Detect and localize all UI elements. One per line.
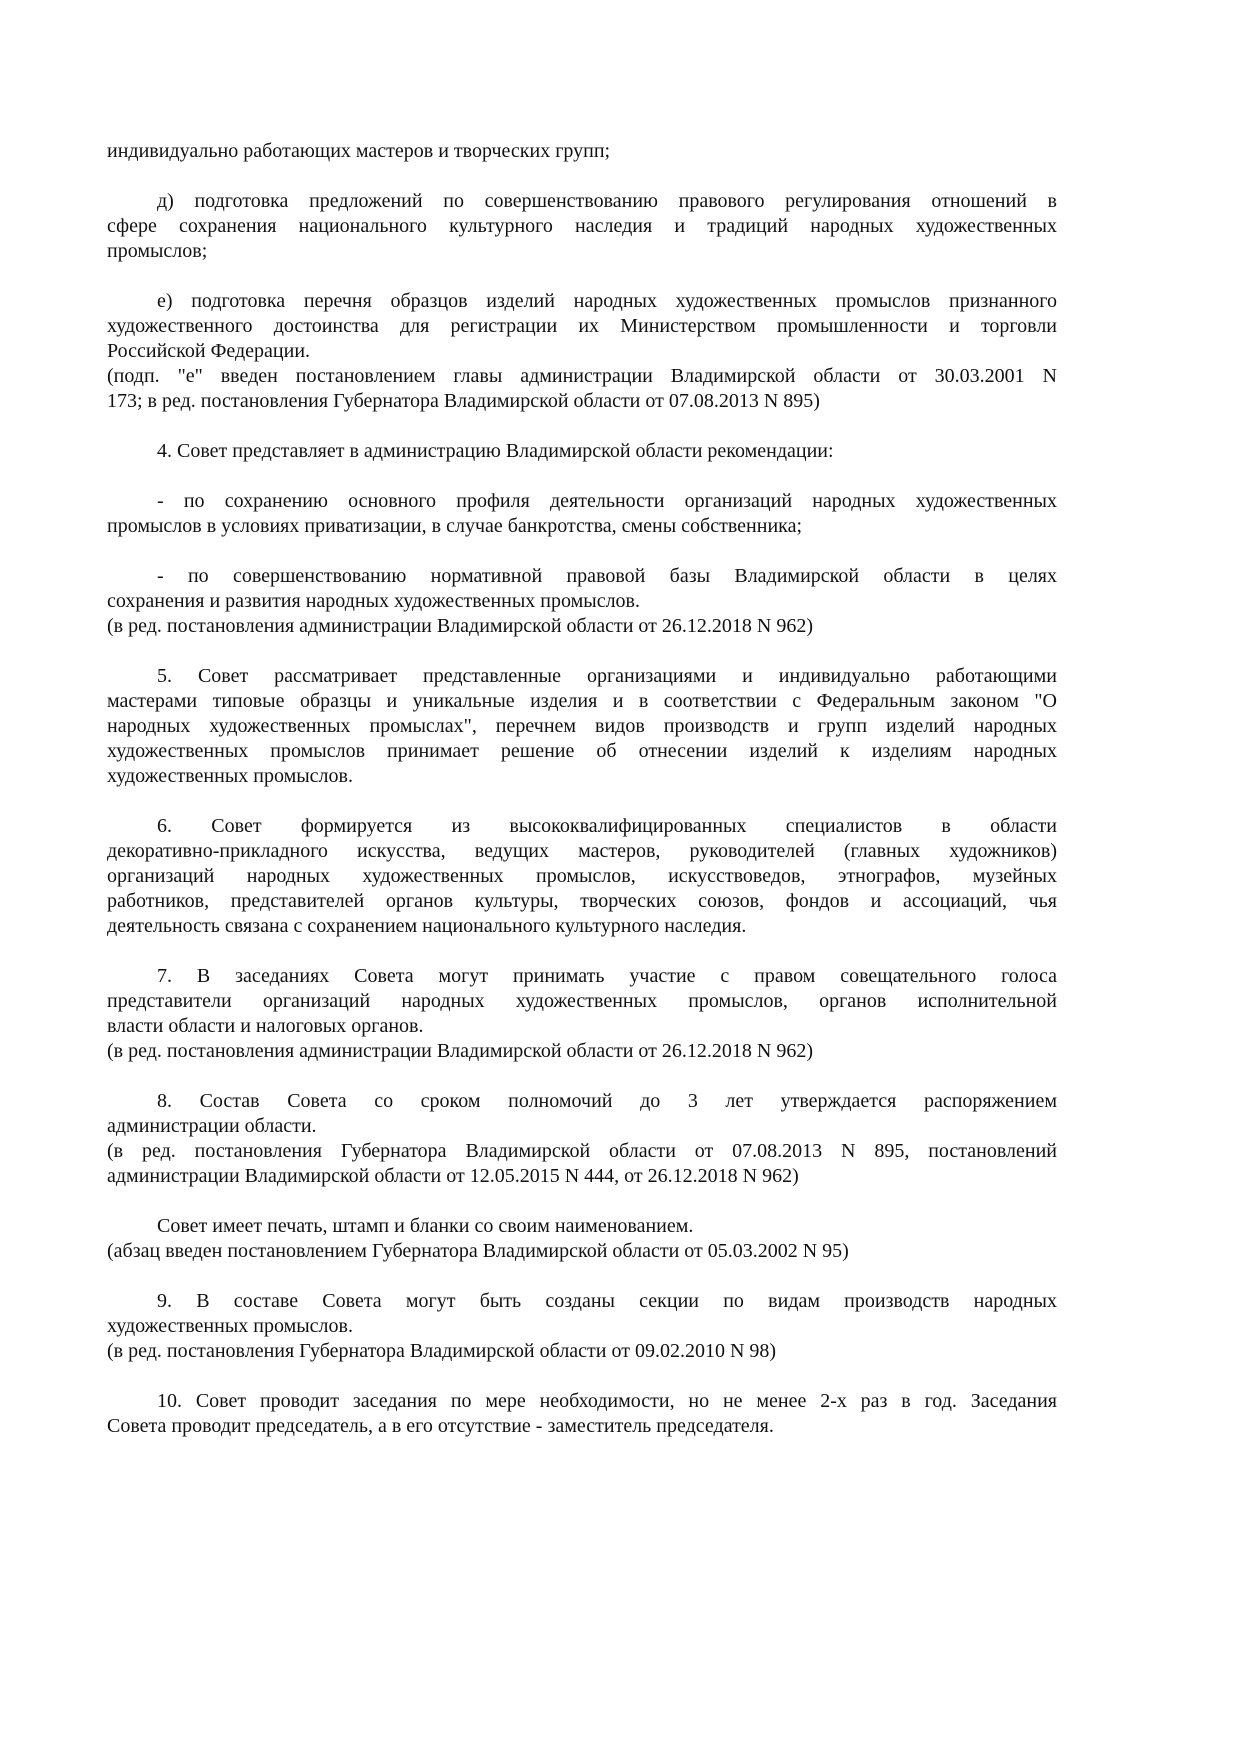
text-line: работников, представителей органов культуры, творческих союзов, фондов и ассоциаций, чья (107, 890, 1057, 912)
text-line: 4. Совет представляет в администрацию Владимирской области рекомендации: (157, 440, 834, 462)
text-line: - по совершенствованию нормативной правовой базы Владимирской области в целях (157, 565, 1057, 587)
paragraph (107, 139, 1057, 164)
paragraph (107, 664, 1057, 789)
amendment-note (107, 1239, 1057, 1264)
text-line: Российской Федерации. (107, 340, 311, 362)
paragraph (107, 814, 1057, 939)
amendment-note (107, 364, 1057, 414)
text-line: (абзац введен постановлением Губернатора Владимирской области от 05.03.2002 N 95) (107, 1240, 849, 1262)
paragraph (107, 1389, 1057, 1439)
paragraph (107, 189, 1057, 264)
text-line: организаций народных художественных промыслов, искусствоведов, этнографов, музейных (107, 865, 1057, 887)
text-line: сфере сохранения национального культурного наследия и традиций народных художественных (107, 215, 1057, 237)
text-line: художественных промыслов. (107, 765, 353, 787)
text-line: художественных промыслов. (107, 1315, 353, 1337)
text-line: 5. Совет рассматривает представленные организациями и индивидуально работающими (157, 665, 1057, 687)
amendment-note (107, 1039, 1057, 1064)
paragraph (107, 289, 1057, 364)
amendment-note (107, 1139, 1057, 1189)
paragraph (107, 1214, 1057, 1239)
paragraph (107, 489, 1057, 539)
document-page (107, 139, 1057, 1439)
text-line: представители организаций народных художественных промыслов, органов исполнительной (107, 990, 1057, 1012)
text-line: промыслов; (107, 240, 208, 262)
text-line: власти области и налоговых органов. (107, 1015, 424, 1037)
text-line: 10. Совет проводит заседания по мере необходимости, но не менее 2-х раз в год. Заседания (157, 1390, 1057, 1412)
paragraph (107, 564, 1057, 614)
text-line: промыслов в условиях приватизации, в случае банкротства, смены собственника; (107, 515, 802, 537)
paragraph (107, 1089, 1057, 1139)
text-line: деятельность связана с сохранением национального культурного наследия. (107, 915, 747, 937)
text-line: художественного достоинства для регистрации их Министерством промышленности и торговли (107, 315, 1057, 337)
text-line: - по сохранению основного профиля деятельности организаций народных художественных (157, 490, 1057, 512)
text-line: 173; в ред. постановления Губернатора Владимирской области от 07.08.2013 N 895) (107, 390, 820, 412)
text-line: администрации области. (107, 1115, 317, 1137)
text-line: д) подготовка предложений по совершенствованию правового регулирования отношений в (157, 190, 1057, 212)
text-line: 9. В составе Совета могут быть созданы секции по видам производств народных (157, 1290, 1057, 1312)
text-line: (в ред. постановления администрации Владимирской области от 26.12.2018 N 962) (107, 1040, 813, 1062)
amendment-note (107, 614, 1057, 639)
paragraph (107, 439, 1057, 464)
text-line: Совет имеет печать, штамп и бланки со своим наименованием. (157, 1215, 694, 1237)
text-line: народных художественных промыслах", перечнем видов производств и групп изделий народных (107, 715, 1057, 737)
text-line: сохранения и развития народных художественных промыслов. (107, 590, 640, 612)
text-line: 6. Совет формируется из высококвалифицированных специалистов в области (157, 815, 1057, 837)
text-line: 8. Состав Совета со сроком полномочий до 3 лет утверждается распоряжением (157, 1090, 1057, 1112)
paragraph (107, 964, 1057, 1039)
text-line: Совета проводит председатель, а в его отсутствие - заместитель председателя. (107, 1415, 774, 1437)
text-line: (в ред. постановления Губернатора Владимирской области от 07.08.2013 N 895, постановлений (107, 1140, 1057, 1162)
text-line: 7. В заседаниях Совета могут принимать участие с правом совещательного голоса (157, 965, 1057, 987)
text-line: художественных промыслов принимает решение об отнесении изделий к изделиям народных (107, 740, 1057, 762)
text-line: мастерами типовые образцы и уникальные изделия и в соответствии с Федеральным законом "О (107, 690, 1057, 712)
text-line: (подп. "е" введен постановлением главы администрации Владимирской области от 30.03.2001 N (107, 365, 1057, 387)
text-line: администрации Владимирской области от 12.05.2015 N 444, от 26.12.2018 N 962) (107, 1165, 799, 1187)
text-line: индивидуально работающих мастеров и творческих групп; (107, 140, 611, 162)
text-line: (в ред. постановления администрации Владимирской области от 26.12.2018 N 962) (107, 615, 813, 637)
amendment-note (107, 1339, 1057, 1364)
text-line: (в ред. постановления Губернатора Владимирской области от 09.02.2010 N 98) (107, 1340, 777, 1362)
text-line: декоративно-прикладного искусства, ведущих мастеров, руководителей (главных художников) (107, 840, 1057, 862)
text-line: е) подготовка перечня образцов изделий народных художественных промыслов признанного (157, 290, 1057, 312)
paragraph (107, 1289, 1057, 1339)
